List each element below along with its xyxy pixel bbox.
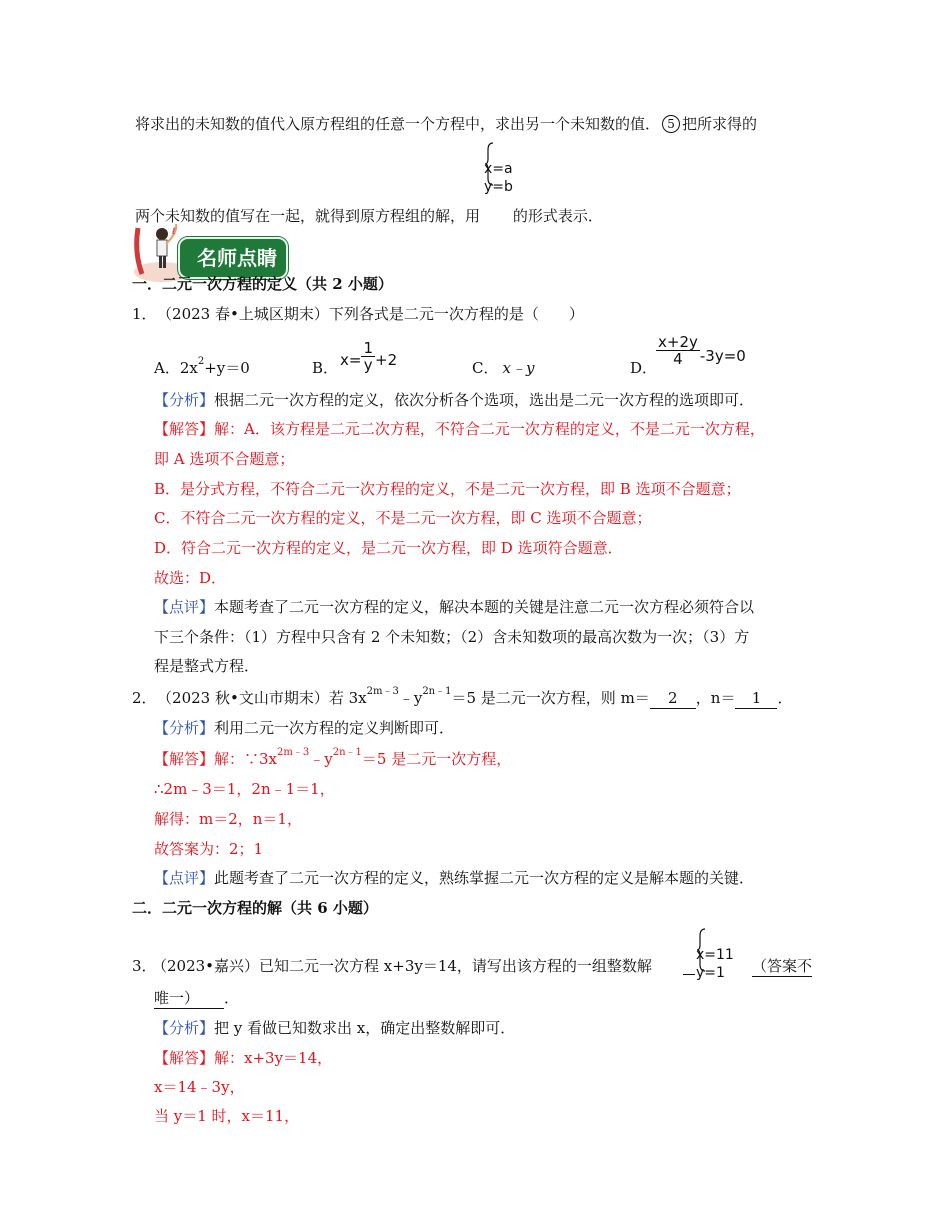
- q2-analysis: 【分析】利用二元一次方程的定义判断即可．: [154, 719, 455, 737]
- q1-answer-line-1: 【解答】解：A．该方程是二元二次方程，不符合二元一次方程的定义，不是二元一次方程，: [154, 420, 765, 438]
- q2-answer-line-3: 解得：m＝2，n＝1，: [154, 810, 302, 828]
- intro-line-1: 将求出的未知数的值代入原方程组的任意一个方程中，求出另一个未知数的值． 5 把所求得的: [135, 115, 758, 133]
- q1-answer-line-4: C．不符合二元一次方程的定义，不是二元一次方程，即 C 选项不合题意；: [154, 509, 652, 527]
- q1-answer-line-6: 故选：D．: [154, 569, 227, 587]
- intro-line-2: 两个未知数的值写在一起，就得到原方程组的解，用 x=a y=b 的形式表示．: [135, 142, 603, 188]
- solution-system: x=a y=b: [484, 142, 513, 196]
- q1-option-a: A．$2x^2+y=0$: [154, 356, 250, 377]
- q1-option-b-label: B．: [312, 359, 339, 377]
- step-5-circle: 5: [662, 115, 680, 133]
- q1-review-line-2: 下三个条件：（1）方程中只含有 2 个未知数；（2）含未知数项的最高次数为一次；（3）方: [154, 628, 750, 646]
- q1-review-line-1: 【点评】本题考查了二元一次方程的定义，解决本题的关键是注意二元一次方程必须符合以: [154, 598, 755, 616]
- q3-answer-line-3: 当 y＝1 时，x＝11，: [154, 1107, 300, 1125]
- q1-option-d-expr: $\frac{x+2y}{4}$ -3y=0: [658, 333, 746, 368]
- q1-answer-line-5: D．符合二元一次方程的定义，是二元一次方程，即 D 选项符合题意．: [154, 539, 623, 557]
- banner-title-box: [178, 237, 288, 279]
- q2-answer-line-4: 故答案为：2；1: [154, 840, 264, 858]
- section-1-title: 一．二元一次方程的定义（共 2 小题）: [132, 275, 393, 293]
- q1-option-d-label: D．: [630, 359, 658, 377]
- q2-answer-line-1: 【解答】解：$\because 3x^{2m﹣3}﹣y^{2n﹣1}=5$ 是二元一次方程，: [154, 747, 512, 768]
- q3-blank-lead: [683, 956, 695, 975]
- brace-icon: [696, 928, 706, 972]
- svg-text:ℓ: ℓ: [172, 227, 176, 237]
- q1-review-line-3: 程是整式方程．: [154, 657, 260, 675]
- q3-stem: 3． （2023•嘉兴）已知二元一次方程 x+3y＝14，请写出该方程的一组整数解 x=11 y=1 （答案不: [132, 926, 832, 976]
- q3-answer-line-1: 【解答】解：x+3y＝14，: [154, 1049, 333, 1067]
- banner-title: 名师点睛: [197, 246, 277, 270]
- q1-stem: 1． （2023 春•上城区期末）下列各式是二元一次方程的是（ ）: [132, 305, 584, 323]
- q2-blank-m: 2: [650, 688, 696, 709]
- q2-review: 【点评】此题考查了二元一次方程的定义，熟练掌握二元一次方程的定义是解本题的关键．: [154, 869, 755, 887]
- brace-icon: [484, 142, 494, 186]
- q1-option-b-expr: x= $\frac{1}{y}$ +2: [340, 339, 398, 374]
- q3-answer-line-2: x＝14﹣3y，: [154, 1078, 245, 1096]
- section-2-title: 二．二元一次方程的解（共 6 小题）: [132, 899, 378, 917]
- q1-option-c: C． x﹣y: [472, 359, 535, 377]
- q1-answer-line-2: 即 A 选项不合题意；: [154, 450, 295, 468]
- q3-solution-system: x=11 y=1: [696, 928, 734, 982]
- q1-options: [154, 333, 794, 384]
- q1-analysis: 【分析】根据二元一次方程的定义，依次分析各个选项，选出是二元一次方程的选项即可．: [154, 391, 755, 409]
- q3-stem-cont: 唯一） ．: [154, 989, 240, 1007]
- q1-answer-line-3: B．是分式方程，不符合二元一次方程的定义，不是二元一次方程，即 B 选项不合题意；: [154, 480, 741, 498]
- q2-stem: 2． （2023 秋•文山市期末）若 $3x^{2m﹣3}﹣y^{2n﹣1}=5$ 是二元一次方程，则 m＝ 2 ，n＝ 1 ．: [132, 686, 793, 707]
- q2-answer-line-2: ∴2m﹣3＝1，2n﹣1＝1，: [154, 780, 335, 798]
- q3-analysis: 【分析】把 y 看做已知数求出 x，确定出整数解即可．: [154, 1019, 516, 1037]
- q2-blank-n: 1: [735, 688, 777, 709]
